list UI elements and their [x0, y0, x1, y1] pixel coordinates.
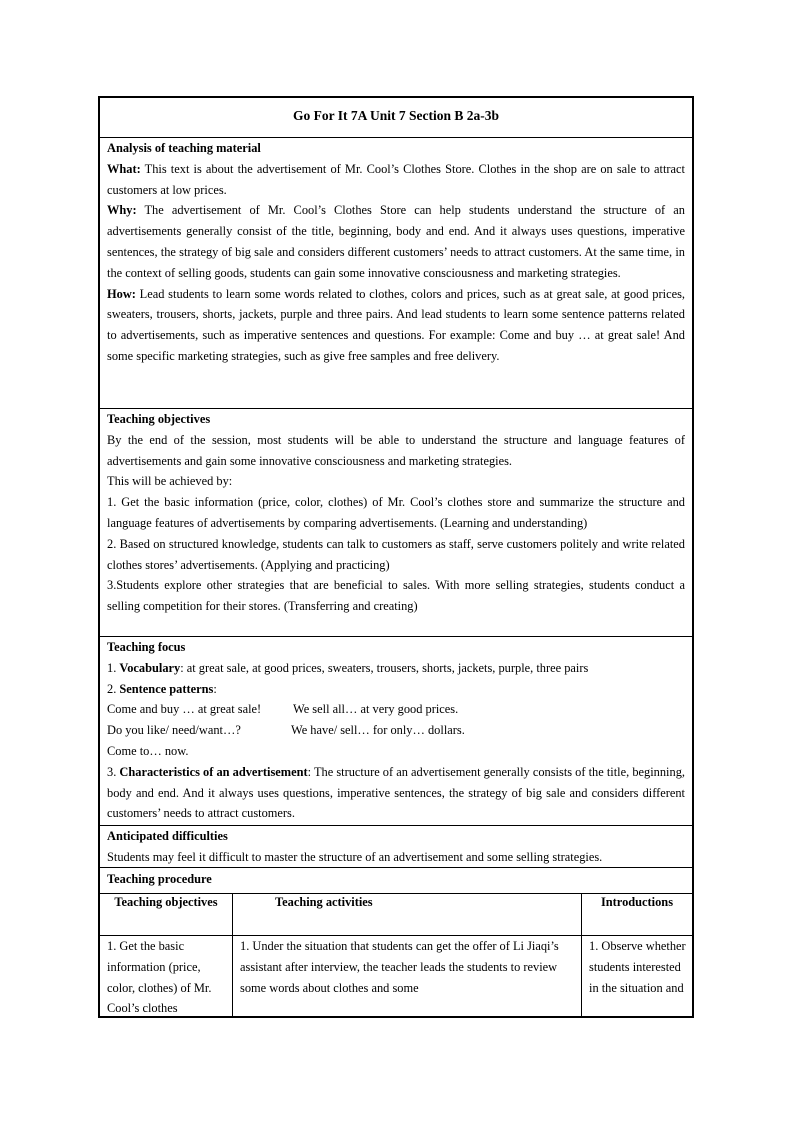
pattern-line-3: Come to… now. — [107, 743, 189, 758]
objectives-achieved: This will be achieved by: — [107, 474, 233, 489]
analysis-section — [100, 138, 692, 409]
difficulties-heading: Anticipated difficulties — [107, 829, 228, 843]
pattern-2a: Do you like/ need/want…? — [107, 723, 241, 738]
objectives-section — [100, 409, 692, 637]
procedure-heading-row — [100, 868, 692, 894]
how-label: How: — [107, 286, 136, 301]
procedure-table-header — [100, 894, 692, 936]
pattern-2b: We have/ sell… for only… dollars. — [291, 723, 465, 738]
pattern-1a: Come and buy … at great sale! — [107, 702, 262, 717]
analysis-what — [107, 159, 685, 201]
pattern-1b: We sell all… at very good prices. — [293, 702, 459, 717]
analysis-heading: Analysis of teaching material — [107, 141, 261, 155]
analysis-why — [107, 200, 685, 283]
vocab-text: : at great sale, at good prices, sweaters, trousers, shorts, jackets, purple, three pairs — [180, 660, 589, 675]
pattern-line-1 — [107, 699, 685, 720]
objectives-intro: By the end of the session, most students will be able to understand the structure and language features of advertisements and gain some innovative consciousness and marketing strategies. — [107, 432, 685, 468]
what-text: This text is about the advertisement of Mr. Cool’s Clothes Store. Clothes in the shop are on sale to attract customers at low prices. — [107, 161, 685, 197]
difficulties-text: Students may feel it difficult to master the structure of an advertisement and some selling strategies. — [107, 849, 603, 864]
col-header-introductions: Introductions — [600, 895, 674, 909]
sentence-label: Sentence patterns — [119, 681, 214, 696]
document-title: Go For It 7A Unit 7 Section B 2a-3b — [292, 108, 499, 123]
difficulties-section — [100, 826, 692, 868]
col-header-objectives-cell — [100, 894, 232, 935]
objective-item-2: 2. Based on structured knowledge, students can talk to customers as staff, serve customers politely and write related clothes stores’ advertisements. (Applying and practicing) — [107, 536, 685, 572]
procedure-heading: Teaching procedure — [107, 872, 212, 886]
char-number: 3. — [107, 764, 120, 779]
row1-introductions-cell — [581, 936, 692, 1016]
row1-objectives-cell — [100, 936, 232, 1016]
procedure-row-1 — [100, 936, 692, 1016]
char-text: : The structure of an advertisement generally consists of the title, beginning, body and end. And it always uses questions, imperative sentences, the strategy of big sale and considers different customers’ needs to attract customers. — [107, 764, 685, 821]
what-label: What: — [107, 161, 141, 176]
objective-item-1: 1. Get the basic information (price, color, clothes) of Mr. Cool’s clothes store and summarize the structure and language features of advertisements by comparing advertisements. (Learning and understanding) — [107, 495, 685, 530]
sentence-number: 2. — [107, 681, 120, 696]
objective-item-3: 3.Students explore other strategies that are beneficial to sales. With more selling strategies, students conduct a selling competition for their stores. (Transferring and creating) — [107, 578, 685, 614]
objectives-heading: Teaching objectives — [107, 412, 211, 426]
why-text: The advertisement of Mr. Cool’s Clothes Store can help students understand the structure of an advertisements generally consist of the title, beginning, body and end. And it always uses questions, imperative sentences, the strategy of big sale and considers different customers’ needs to attract customers. At the same time, in the context of selling goods, students can gain some innovative consciousness and marketing strategies. — [107, 203, 685, 280]
pattern-line-2 — [107, 720, 685, 741]
sentence-colon: : — [213, 681, 217, 696]
col-header-activities: Teaching activities — [275, 895, 373, 909]
focus-section — [100, 637, 692, 826]
vocab-label: Vocabulary — [119, 660, 181, 675]
vocab-number: 1. — [107, 660, 120, 675]
lesson-plan-table — [98, 96, 694, 1018]
focus-sentence-patterns — [107, 679, 685, 700]
how-text: Lead students to learn some words related to clothes, colors and prices, such as at great sale, at good prices, sweaters, trousers, shorts, jackets, purple and three pairs. And lead students to learn some sentence patterns related to advertisements, such as imperative sentences and questions. For example: Come and buy … at great sale! And some specific marketing strategies, such as give free samples and free delivery. — [107, 286, 685, 363]
row1-objectives: 1. Get the basic information (price, color, clothes) of Mr. Cool’s clothes — [107, 939, 212, 1016]
char-label: Characteristics of an advertisement — [119, 764, 308, 779]
why-label: Why: — [107, 203, 137, 218]
focus-heading: Teaching focus — [107, 640, 186, 654]
col-header-activities-cell — [232, 894, 581, 935]
analysis-how — [107, 284, 685, 367]
focus-vocabulary — [107, 658, 685, 679]
col-header-objectives: Teaching objectives — [114, 895, 218, 909]
row1-activities-cell — [232, 936, 581, 1016]
row1-introductions: 1. Observe whether students interested in the situation and — [589, 939, 686, 995]
row1-activities: 1. Under the situation that students can get the offer of Li Jiaqi’s assistant after interview, the teacher leads the students to review some words about clothes and some — [240, 939, 559, 995]
title-row — [100, 98, 692, 138]
focus-characteristics — [107, 762, 685, 824]
col-header-introductions-cell — [581, 894, 692, 935]
